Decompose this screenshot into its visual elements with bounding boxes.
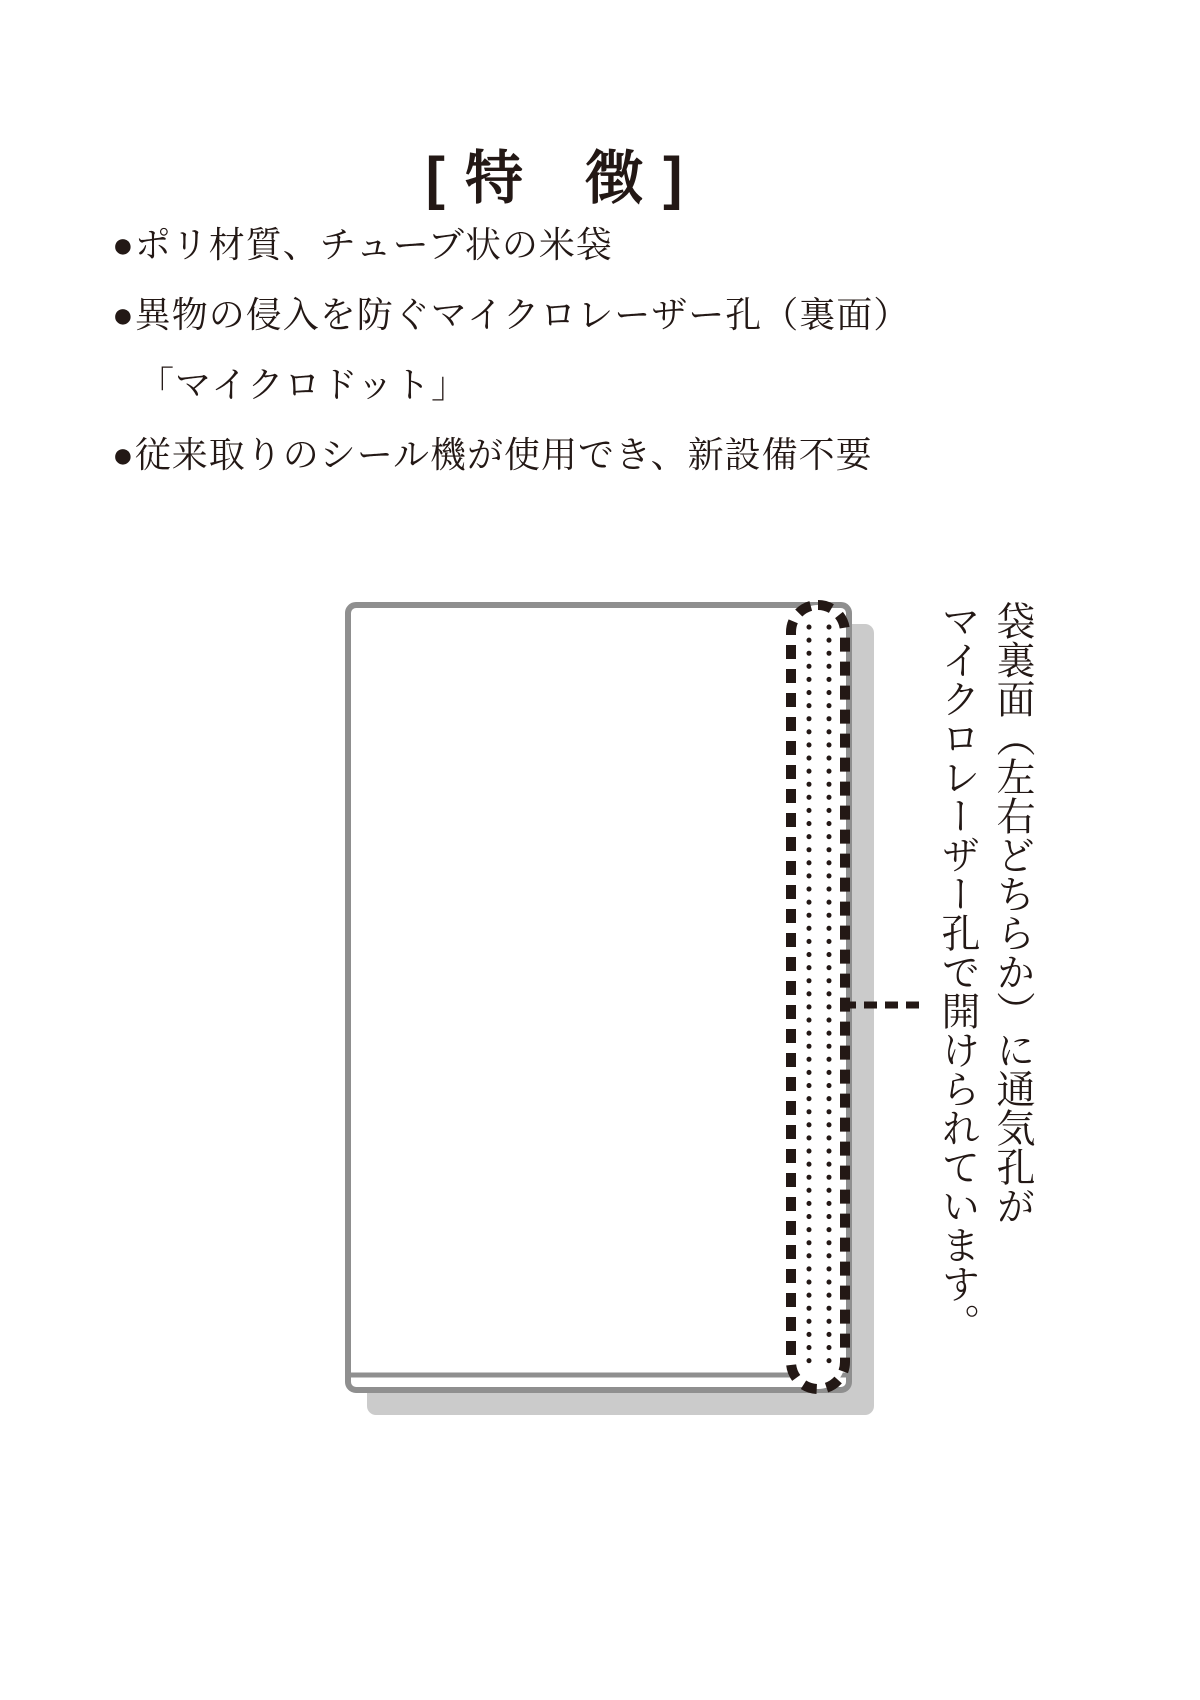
micro-laser-hole-zone xyxy=(791,605,845,1389)
annotation-column-1: 袋裏面（左右どちらか）に通気孔が xyxy=(991,601,1034,1225)
feature-item-existing-sealer: ●従来取りのシール機が使用でき、新設備不要 xyxy=(112,434,873,475)
feature-item-poly-tube: ●ポリ材質、チューブ状の米袋 xyxy=(112,224,613,265)
annotation-column-2: マイクロレーザー孔で開けられています。 xyxy=(936,601,979,1342)
feature-item-microdot: 「マイクロドット」 xyxy=(138,364,469,405)
diagram-annotation xyxy=(930,601,1040,1342)
page-title: [ 特 徴 ] xyxy=(425,145,685,211)
feature-item-micro-laser-hole: ●異物の侵入を防ぐマイクロレーザー孔（裏面） xyxy=(112,294,911,335)
bag-outline xyxy=(348,605,849,1390)
